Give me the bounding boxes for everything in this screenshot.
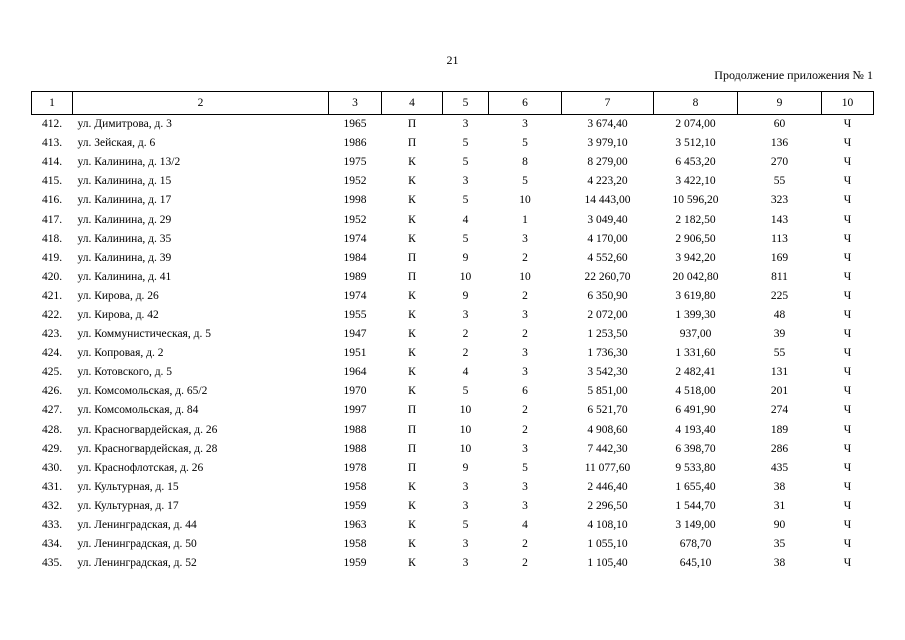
- cell-row-number: 419.: [41, 251, 63, 264]
- cell-residents: 811: [771, 270, 788, 283]
- cell-total-area: 1 253,50: [587, 328, 628, 341]
- table-header-row: [32, 92, 874, 115]
- cell-row-number: 413.: [41, 137, 63, 150]
- cell-ownership: Ч: [843, 328, 852, 341]
- cell-floors: 5: [462, 194, 469, 207]
- column-header-2: 2: [73, 92, 329, 115]
- cell-wall-material: К: [408, 156, 416, 169]
- cell-year-built: 1998: [343, 194, 367, 207]
- cell-address: ул. Ленинградская, д. 52: [77, 557, 197, 570]
- cell-address: ул. Калинина, д. 41: [77, 270, 172, 283]
- cell-address: ул. Культурная, д. 15: [77, 480, 179, 493]
- cell-address: ул. Ленинградская, д. 50: [77, 538, 197, 551]
- cell-floors: 3: [462, 557, 469, 570]
- column-header-9: 9: [738, 92, 822, 115]
- cell-floors: 2: [462, 328, 469, 341]
- cell-year-built: 1974: [343, 232, 367, 245]
- cell-year-built: 1989: [343, 270, 367, 283]
- column-header-1: 1: [32, 92, 73, 115]
- cell-residents: 55: [773, 175, 786, 188]
- table-row: [32, 230, 874, 249]
- cell-living-area: 3 149,00: [675, 519, 716, 532]
- cell-entrances: 3: [522, 308, 528, 321]
- table-row: [32, 306, 874, 325]
- column-header-4: 4: [382, 92, 443, 115]
- cell-total-area: 6 350,90: [587, 289, 628, 302]
- cell-address: ул. Калинина, д. 39: [77, 251, 172, 264]
- cell-address: ул. Коммунистическая, д. 5: [77, 328, 211, 341]
- cell-living-area: 6 491,90: [675, 404, 716, 417]
- cell-row-number: 426.: [41, 385, 63, 398]
- cell-total-area: 2 446,40: [587, 480, 628, 493]
- cell-row-number: 414.: [41, 156, 63, 169]
- cell-total-area: 22 260,70: [584, 270, 631, 283]
- cell-living-area: 3 942,20: [675, 251, 716, 264]
- cell-row-number: 415.: [41, 175, 63, 188]
- cell-ownership: Ч: [843, 499, 852, 512]
- cell-total-area: 3 049,40: [587, 213, 628, 226]
- cell-row-number: 432.: [41, 499, 63, 512]
- table-row: [32, 210, 874, 229]
- cell-residents: 38: [773, 480, 786, 493]
- cell-wall-material: П: [407, 442, 417, 455]
- cell-ownership: Ч: [843, 404, 852, 417]
- cell-residents: 323: [770, 194, 789, 207]
- cell-entrances: 6: [522, 385, 528, 398]
- cell-ownership: Ч: [843, 538, 852, 551]
- cell-ownership: Ч: [843, 480, 852, 493]
- cell-floors: 9: [462, 461, 469, 474]
- cell-floors: 3: [462, 118, 469, 131]
- cell-address: ул. Димитрова, д. 3: [77, 118, 172, 131]
- cell-entrances: 2: [522, 328, 528, 341]
- cell-living-area: 20 042,80: [672, 270, 719, 283]
- cell-year-built: 1964: [343, 366, 367, 379]
- cell-wall-material: П: [407, 118, 417, 131]
- table-row: [32, 268, 874, 287]
- column-header-3: 3: [329, 92, 382, 115]
- cell-residents: 131: [770, 366, 789, 379]
- cell-residents: 225: [770, 289, 789, 302]
- cell-address: ул. Красногвардейская, д. 26: [77, 423, 218, 436]
- cell-residents: 55: [773, 347, 786, 360]
- cell-residents: 286: [770, 442, 789, 455]
- cell-row-number: 429.: [41, 442, 63, 455]
- cell-entrances: 3: [522, 232, 528, 245]
- cell-living-area: 937,00: [679, 328, 712, 341]
- cell-address: ул. Котовского, д. 5: [77, 366, 173, 379]
- cell-row-number: 424.: [41, 347, 63, 360]
- cell-year-built: 1997: [343, 404, 367, 417]
- cell-living-area: 1 331,60: [675, 347, 716, 360]
- cell-floors: 5: [462, 232, 469, 245]
- cell-address: ул. Копровая, д. 2: [77, 347, 164, 360]
- table-body: [32, 115, 874, 574]
- cell-total-area: 11 077,60: [584, 461, 631, 474]
- table-row: [32, 287, 874, 306]
- cell-wall-material: К: [408, 175, 416, 188]
- cell-total-area: 2 296,50: [587, 499, 628, 512]
- cell-ownership: Ч: [843, 232, 852, 245]
- cell-wall-material: П: [407, 270, 417, 283]
- cell-living-area: 9 533,80: [675, 461, 716, 474]
- cell-wall-material: К: [408, 499, 416, 512]
- cell-ownership: Ч: [843, 519, 852, 532]
- cell-address: ул. Калинина, д. 29: [77, 213, 172, 226]
- cell-row-number: 420.: [41, 270, 63, 283]
- cell-year-built: 1988: [343, 442, 367, 455]
- cell-row-number: 430.: [41, 461, 63, 474]
- cell-wall-material: П: [407, 137, 417, 150]
- cell-total-area: 5 851,00: [587, 385, 628, 398]
- cell-ownership: Ч: [843, 385, 852, 398]
- cell-address: ул. Калинина, д. 13/2: [77, 156, 181, 169]
- table-row: [32, 401, 874, 420]
- table-row: [32, 153, 874, 172]
- cell-total-area: 3 542,30: [587, 366, 628, 379]
- cell-entrances: 10: [519, 194, 531, 207]
- cell-residents: 270: [770, 156, 789, 169]
- cell-address: ул. Комсомольская, д. 84: [77, 404, 199, 417]
- cell-address: ул. Калинина, д. 15: [77, 175, 172, 188]
- cell-wall-material: П: [407, 251, 417, 264]
- continuation-label: Продолжение приложения № 1: [714, 68, 873, 82]
- table-row: [32, 516, 874, 535]
- cell-row-number: 416.: [41, 194, 63, 207]
- cell-year-built: 1988: [343, 423, 367, 436]
- table-row: [32, 325, 874, 344]
- table-row: [32, 478, 874, 497]
- cell-residents: 38: [773, 557, 786, 570]
- cell-entrances: 5: [522, 461, 528, 474]
- cell-residents: 169: [770, 251, 789, 264]
- cell-entrances: 2: [522, 289, 528, 302]
- cell-living-area: 4 193,40: [675, 423, 716, 436]
- cell-living-area: 2 182,50: [675, 213, 716, 226]
- cell-entrances: 2: [522, 251, 528, 264]
- cell-entrances: 3: [522, 347, 528, 360]
- table-row: [32, 382, 874, 401]
- cell-floors: 10: [459, 270, 472, 283]
- cell-year-built: 1947: [343, 328, 367, 341]
- cell-year-built: 1959: [343, 499, 367, 512]
- cell-ownership: Ч: [843, 347, 852, 360]
- cell-wall-material: К: [408, 519, 416, 532]
- cell-floors: 2: [462, 347, 469, 360]
- cell-residents: 90: [773, 519, 786, 532]
- cell-year-built: 1970: [343, 385, 367, 398]
- cell-total-area: 4 908,60: [587, 423, 628, 436]
- housing-registry-table: [31, 91, 874, 573]
- cell-residents: 435: [770, 461, 789, 474]
- cell-year-built: 1965: [343, 118, 367, 131]
- cell-row-number: 427.: [41, 404, 63, 417]
- table-row: [32, 421, 874, 440]
- cell-entrances: 2: [522, 404, 528, 417]
- cell-residents: 189: [770, 423, 789, 436]
- cell-floors: 3: [462, 538, 469, 551]
- cell-year-built: 1963: [343, 519, 367, 532]
- cell-living-area: 2 074,00: [675, 118, 716, 131]
- cell-year-built: 1955: [343, 308, 367, 321]
- cell-floors: 4: [462, 213, 469, 226]
- cell-address: ул. Культурная, д. 17: [77, 499, 179, 512]
- cell-row-number: 412.: [41, 118, 63, 131]
- cell-address: ул. Калинина, д. 17: [77, 194, 172, 207]
- cell-wall-material: К: [408, 289, 416, 302]
- cell-address: ул. Комсомольская, д. 65/2: [77, 385, 208, 398]
- cell-row-number: 421.: [41, 289, 63, 302]
- cell-year-built: 1974: [343, 289, 367, 302]
- cell-row-number: 428.: [41, 423, 63, 436]
- table-row: [32, 497, 874, 516]
- cell-floors: 10: [459, 404, 472, 417]
- cell-wall-material: П: [407, 404, 417, 417]
- cell-row-number: 433.: [41, 519, 63, 532]
- cell-floors: 10: [459, 442, 472, 455]
- page-number: 21: [446, 53, 459, 67]
- cell-residents: 48: [773, 308, 786, 321]
- cell-ownership: Ч: [843, 156, 852, 169]
- cell-entrances: 3: [522, 118, 528, 131]
- cell-year-built: 1986: [343, 137, 367, 150]
- cell-year-built: 1952: [343, 213, 367, 226]
- cell-entrances: 3: [522, 480, 528, 493]
- cell-residents: 35: [773, 538, 786, 551]
- cell-residents: 31: [773, 499, 786, 512]
- table-row: [32, 172, 874, 191]
- cell-residents: 39: [773, 328, 786, 341]
- table-row: [32, 249, 874, 268]
- cell-ownership: Ч: [843, 137, 852, 150]
- cell-address: ул. Красногвардейская, д. 28: [77, 442, 218, 455]
- cell-living-area: 6 453,20: [675, 156, 716, 169]
- cell-total-area: 7 442,30: [587, 442, 628, 455]
- cell-floors: 4: [462, 366, 469, 379]
- column-header-5: 5: [443, 92, 489, 115]
- cell-address: ул. Калинина, д. 35: [77, 232, 172, 245]
- cell-row-number: 417.: [41, 213, 63, 226]
- table-row: [32, 344, 874, 363]
- cell-floors: 9: [462, 251, 469, 264]
- cell-living-area: 3 619,80: [675, 289, 716, 302]
- cell-entrances: 3: [522, 499, 528, 512]
- cell-total-area: 4 170,00: [587, 232, 628, 245]
- cell-total-area: 4 552,60: [587, 251, 628, 264]
- cell-ownership: Ч: [843, 175, 852, 188]
- cell-floors: 5: [462, 385, 469, 398]
- cell-row-number: 418.: [41, 232, 63, 245]
- cell-living-area: 678,70: [679, 538, 712, 551]
- cell-ownership: Ч: [843, 213, 852, 226]
- table-row: [32, 134, 874, 153]
- cell-entrances: 1: [522, 213, 528, 226]
- cell-living-area: 2 906,50: [675, 232, 716, 245]
- cell-floors: 5: [462, 137, 469, 150]
- cell-row-number: 422.: [41, 308, 63, 321]
- cell-year-built: 1975: [343, 156, 367, 169]
- cell-total-area: 3 979,10: [587, 137, 628, 150]
- cell-ownership: Ч: [843, 557, 852, 570]
- cell-row-number: 431.: [41, 480, 63, 493]
- cell-ownership: Ч: [843, 366, 852, 379]
- cell-entrances: 8: [522, 156, 528, 169]
- cell-wall-material: П: [407, 461, 417, 474]
- cell-ownership: Ч: [843, 251, 852, 264]
- cell-ownership: Ч: [843, 308, 852, 321]
- cell-residents: 143: [770, 213, 789, 226]
- cell-entrances: 3: [522, 366, 528, 379]
- cell-wall-material: К: [408, 538, 416, 551]
- cell-wall-material: К: [408, 308, 416, 321]
- cell-total-area: 1 055,10: [587, 538, 628, 551]
- cell-total-area: 8 279,00: [587, 156, 628, 169]
- table-row: [32, 363, 874, 382]
- cell-living-area: 645,10: [679, 557, 712, 570]
- table-row: [32, 440, 874, 459]
- cell-ownership: Ч: [843, 461, 852, 474]
- cell-floors: 3: [462, 175, 469, 188]
- cell-year-built: 1984: [343, 251, 367, 264]
- cell-address: ул. Зейская, д. 6: [77, 137, 156, 150]
- cell-residents: 60: [773, 118, 786, 131]
- cell-wall-material: П: [407, 423, 417, 436]
- cell-living-area: 3 512,10: [675, 137, 716, 150]
- cell-ownership: Ч: [843, 270, 852, 283]
- cell-year-built: 1959: [343, 557, 367, 570]
- cell-total-area: 1 105,40: [587, 557, 628, 570]
- cell-entrances: 5: [522, 175, 528, 188]
- cell-floors: 3: [462, 480, 469, 493]
- cell-wall-material: К: [408, 213, 416, 226]
- cell-floors: 3: [462, 308, 469, 321]
- cell-floors: 5: [462, 519, 469, 532]
- cell-row-number: 425.: [41, 366, 63, 379]
- cell-total-area: 14 443,00: [584, 194, 631, 207]
- cell-row-number: 423.: [41, 328, 63, 341]
- table-row: [32, 191, 874, 210]
- cell-wall-material: К: [408, 385, 416, 398]
- table-row: [32, 459, 874, 478]
- cell-floors: 10: [459, 423, 472, 436]
- cell-wall-material: К: [408, 557, 416, 570]
- cell-entrances: 4: [522, 519, 528, 532]
- cell-wall-material: К: [408, 232, 416, 245]
- cell-wall-material: К: [408, 347, 416, 360]
- cell-total-area: 3 674,40: [587, 118, 628, 131]
- cell-residents: 274: [770, 404, 789, 417]
- cell-total-area: 2 072,00: [587, 308, 628, 321]
- cell-address: ул. Ленинградская, д. 44: [77, 519, 197, 532]
- cell-year-built: 1951: [343, 347, 367, 360]
- cell-address: ул. Кирова, д. 26: [77, 289, 159, 302]
- cell-living-area: 2 482,41: [675, 366, 716, 379]
- cell-total-area: 4 108,10: [587, 519, 628, 532]
- table-row: [32, 554, 874, 573]
- cell-living-area: 6 398,70: [675, 442, 716, 455]
- cell-living-area: 3 422,10: [675, 175, 716, 188]
- cell-residents: 113: [771, 232, 788, 245]
- cell-living-area: 1 655,40: [675, 480, 716, 493]
- cell-floors: 5: [462, 156, 469, 169]
- cell-entrances: 2: [522, 423, 528, 436]
- column-header-6: 6: [489, 92, 562, 115]
- cell-address: ул. Кирова, д. 42: [77, 308, 159, 321]
- column-header-8: 8: [654, 92, 738, 115]
- cell-year-built: 1958: [343, 538, 367, 551]
- cell-living-area: 1 544,70: [675, 499, 716, 512]
- table-row: [32, 535, 874, 554]
- cell-entrances: 2: [522, 538, 528, 551]
- column-header-10: 10: [822, 92, 874, 115]
- cell-wall-material: К: [408, 366, 416, 379]
- table-row: [32, 115, 874, 135]
- cell-wall-material: К: [408, 328, 416, 341]
- cell-wall-material: К: [408, 480, 416, 493]
- cell-total-area: 4 223,20: [587, 175, 628, 188]
- cell-total-area: 6 521,70: [587, 404, 628, 417]
- column-header-7: 7: [562, 92, 654, 115]
- cell-address: ул. Краснофлотская, д. 26: [77, 461, 204, 474]
- cell-ownership: Ч: [843, 423, 852, 436]
- cell-floors: 3: [462, 499, 469, 512]
- cell-living-area: 4 518,00: [675, 385, 716, 398]
- cell-total-area: 1 736,30: [587, 347, 628, 360]
- cell-row-number: 434.: [41, 538, 63, 551]
- cell-residents: 136: [770, 137, 789, 150]
- cell-entrances: 10: [519, 270, 531, 283]
- cell-wall-material: К: [408, 194, 416, 207]
- cell-living-area: 10 596,20: [672, 194, 719, 207]
- cell-ownership: Ч: [843, 289, 852, 302]
- cell-entrances: 3: [522, 442, 528, 455]
- cell-year-built: 1958: [343, 480, 367, 493]
- cell-ownership: Ч: [843, 194, 852, 207]
- cell-year-built: 1952: [343, 175, 367, 188]
- cell-entrances: 2: [522, 557, 528, 570]
- cell-residents: 201: [770, 385, 789, 398]
- cell-entrances: 5: [522, 137, 528, 150]
- cell-floors: 9: [462, 289, 469, 302]
- cell-ownership: Ч: [843, 118, 852, 131]
- cell-ownership: Ч: [843, 442, 852, 455]
- cell-living-area: 1 399,30: [675, 308, 716, 321]
- cell-year-built: 1978: [343, 461, 367, 474]
- cell-row-number: 435.: [41, 557, 63, 570]
